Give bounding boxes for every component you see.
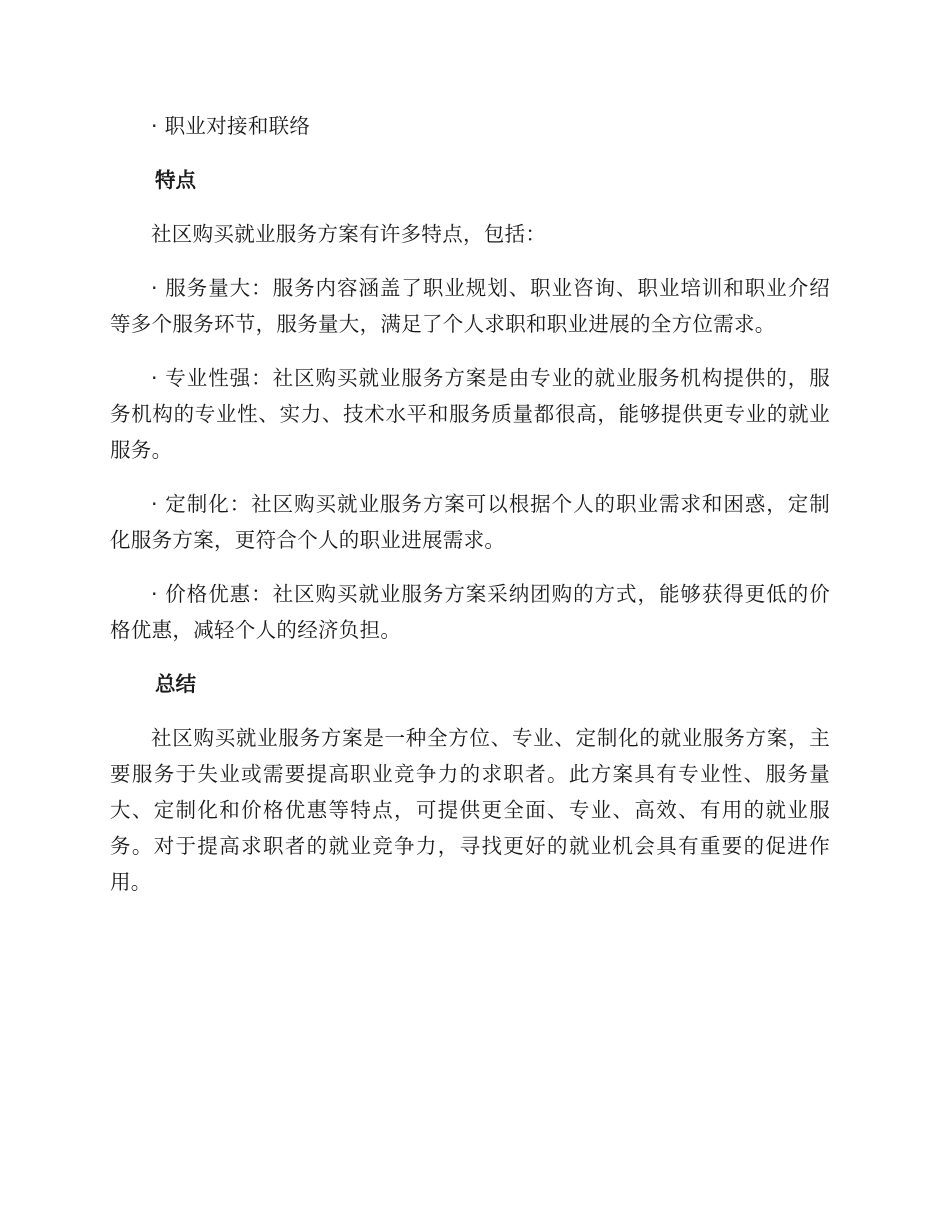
features-heading: 特点 [155,168,196,192]
bullet-career-matching: · 职业对接和联络 [151,114,311,138]
summary-body: 社区购买就业服务方案是一种全方位、专业、定制化的就业服务方案，主要服务于失业或需要提高职业竞争力的求职者。此方案具有专业性、服务量大、定制化和价格优惠等特点，可提供更全面、专业、高效、有用的就业服务。对于提高求职者的就业竞争力，寻找更好的就业机会具有重要的促进作用。 [110,726,830,894]
features-intro: 社区购买就业服务方案有许多特点，包括： [151,222,547,246]
feature-item-service-volume: · 服务量大：服务内容涵盖了职业规划、职业咨询、职业培训和职业介绍等多个服务环节，服务量大，满足了个人求职和职业进展的全方位需求。 [110,276,830,336]
feature-item-customized: · 定制化：社区购买就业服务方案可以根据个人的职业需求和困惑，定制化服务方案，更符合个人的职业进展需求。 [110,492,830,552]
summary-heading: 总结 [155,672,196,696]
feature-item-professional: · 专业性强：社区购买就业服务方案是由专业的就业服务机构提供的，服务机构的专业性、实力、技术水平和服务质量都很高，能够提供更专业的就业服务。 [110,366,830,462]
document-page [110,108,830,918]
feature-item-price: · 价格优惠：社区购买就业服务方案采纳团购的方式，能够获得更低的价格优惠，减轻个人的经济负担。 [110,582,830,642]
